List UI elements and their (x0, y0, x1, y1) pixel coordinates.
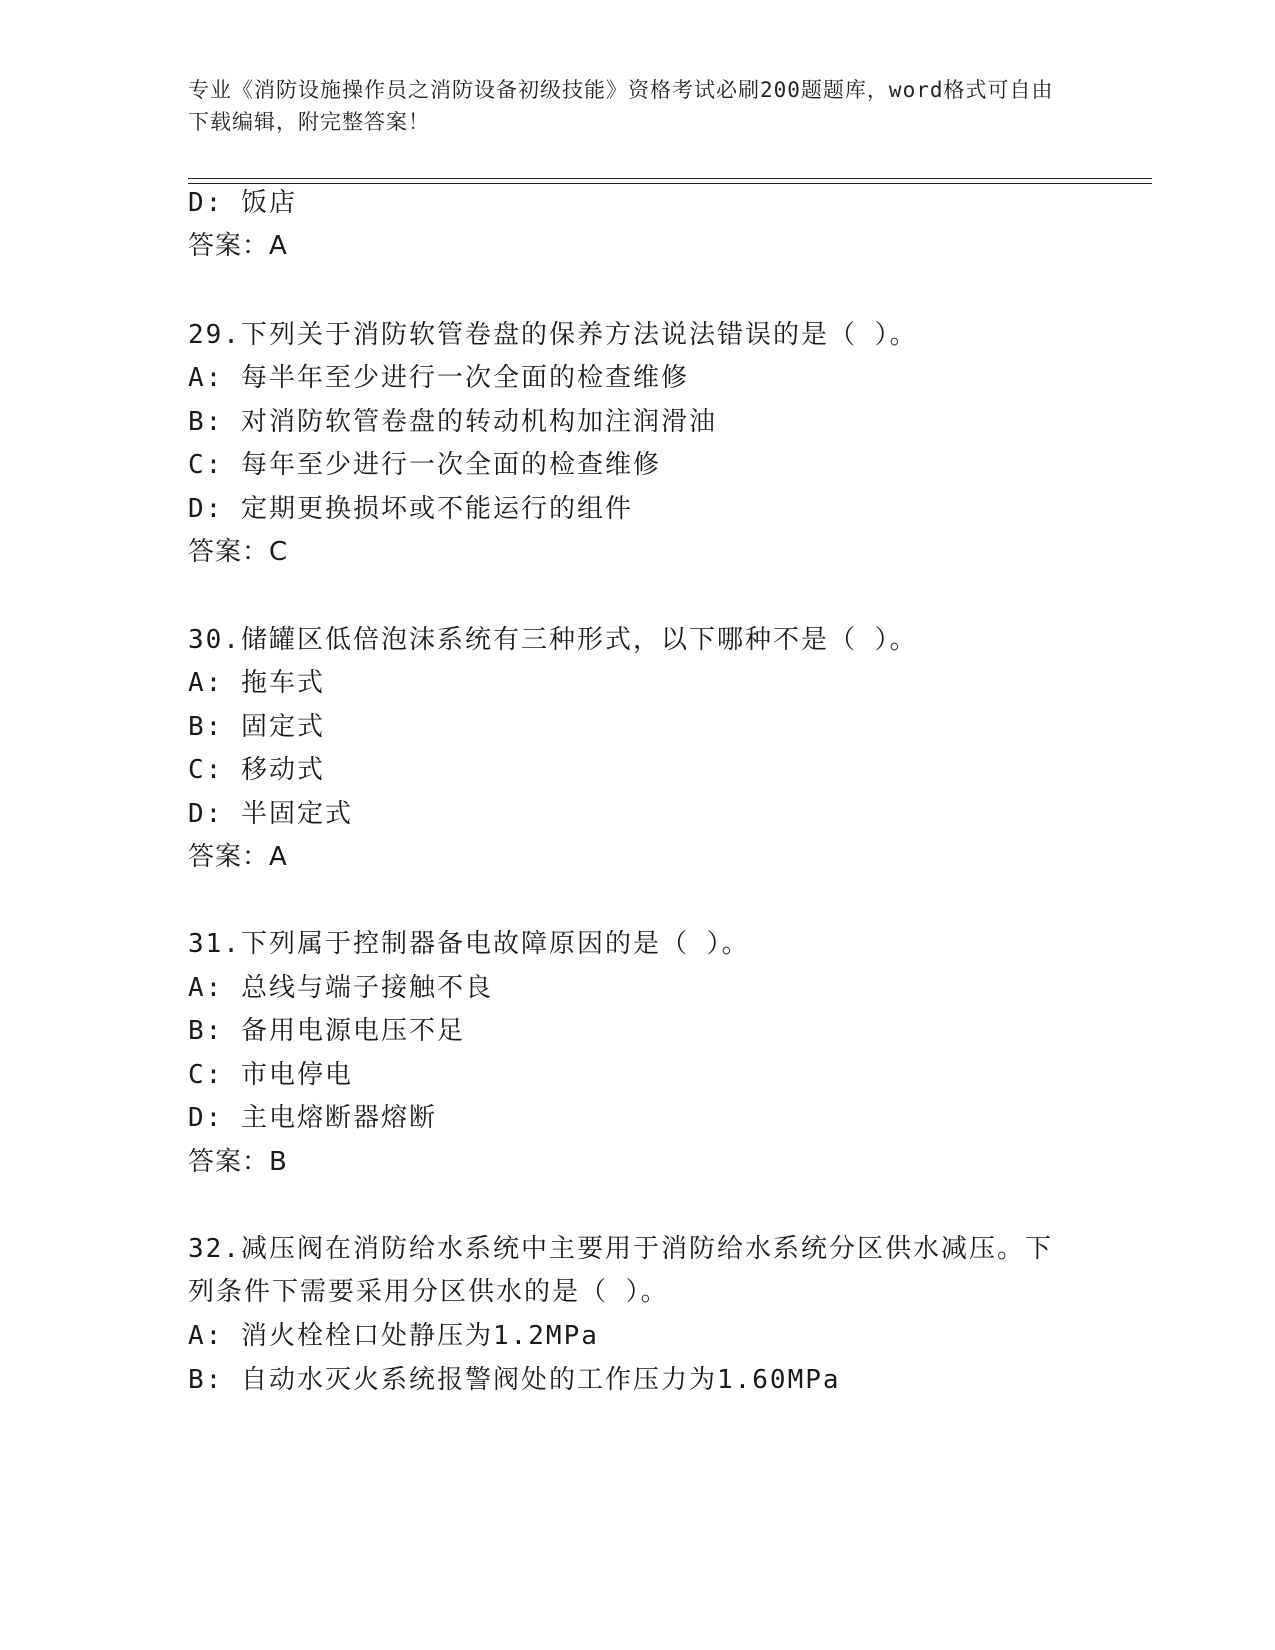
question-31-option-a: A: 总线与端子接触不良 (188, 973, 493, 1003)
question-31-answer: 答案：B (188, 1147, 288, 1177)
question-31-option-b: B: 备用电源电压不足 (188, 1016, 465, 1046)
question-29-option-d: D: 定期更换损坏或不能运行的组件 (188, 494, 633, 524)
question-30-stem: 30.储罐区低倍泡沫系统有三种形式，以下哪种不是（ ）。 (188, 625, 918, 655)
question-29-option-a: A: 每半年至少进行一次全面的检查维修 (188, 363, 689, 393)
question-29-option-c: C: 每年至少进行一次全面的检查维修 (188, 450, 661, 480)
question-32-option-b: B: 自动水灭火系统报警阀处的工作压力为1.60MPa (188, 1365, 841, 1395)
question-30-option-d: D: 半固定式 (188, 799, 353, 829)
question-30-option-a: A: 拖车式 (188, 668, 325, 698)
question-32-stem-line-2: 列条件下需要采用分区供水的是（ ）。 (188, 1277, 669, 1307)
question-30-option-c: C: 移动式 (188, 755, 325, 785)
question-32-stem-line-1: 32.减压阀在消防给水系统中主要用于消防给水系统分区供水减压。下 (188, 1234, 1053, 1264)
question-29-answer: 答案：C (188, 537, 289, 567)
prev-option-d: D: 饭店 (188, 188, 297, 218)
prev-answer: 答案：A (188, 231, 288, 261)
question-30-option-b: B: 固定式 (188, 712, 325, 742)
question-31-option-d: D: 主电熔断器熔断 (188, 1103, 437, 1133)
document-header: 专业《消防设施操作员之消防设备初级技能》资格考试必刷200题题库，word格式可自由下载编辑，附完整答案！ (188, 78, 1054, 134)
question-32-option-a: A: 消火栓栓口处静压为1.2MPa (188, 1321, 599, 1351)
question-31-stem: 31.下列属于控制器备电故障原因的是（ ）。 (188, 929, 750, 959)
question-30-answer: 答案：A (188, 842, 288, 872)
question-29-stem: 29.下列关于消防软管卷盘的保养方法说法错误的是（ ）。 (188, 320, 918, 350)
header-divider-top (188, 178, 1152, 179)
question-29-option-b: B: 对消防软管卷盘的转动机构加注润滑油 (188, 407, 717, 437)
header-divider-bottom (188, 183, 1152, 184)
question-31-option-c: C: 市电停电 (188, 1060, 353, 1090)
